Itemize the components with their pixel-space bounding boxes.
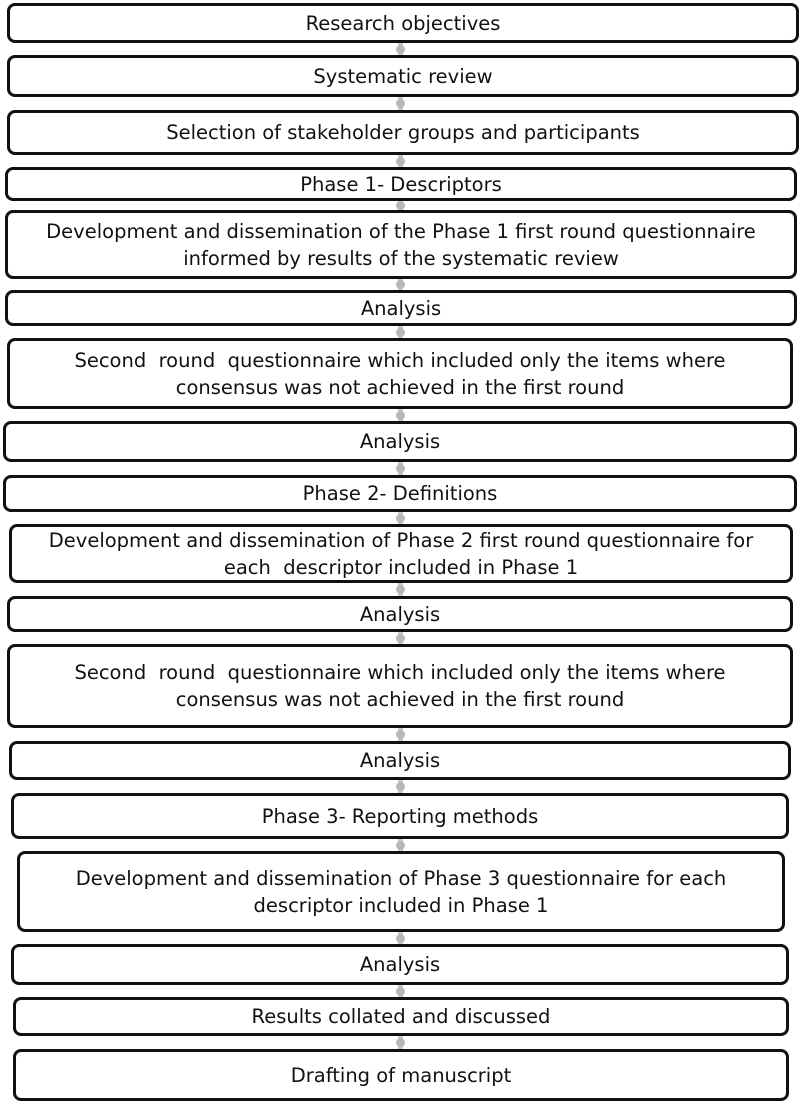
step-text — [360, 601, 440, 628]
connector-dot-icon — [396, 841, 405, 850]
step-phase-2-second-round — [7, 644, 793, 728]
step-phase-2-first-round — [9, 524, 793, 583]
step-line: consensus was not achieved in the first round — [175, 375, 625, 399]
connector-dot-icon — [396, 987, 405, 996]
step-text — [74, 347, 725, 401]
step-phase-3-analysis — [11, 944, 789, 985]
connector-dot-icon — [396, 1038, 405, 1047]
step-text — [166, 119, 640, 146]
step-line: Analysis — [359, 602, 441, 626]
step-line: Analysis — [359, 749, 441, 772]
step-phase-1-first-round — [5, 210, 797, 279]
connector-dot-icon — [396, 514, 405, 523]
step-phase-1-analysis-2 — [3, 421, 797, 462]
step-text — [361, 295, 441, 322]
step-line: Analysis — [359, 430, 441, 453]
connector-dot-icon — [396, 99, 405, 108]
step-line: Phase 1- Descriptors — [300, 172, 502, 196]
step-line: consensus was not achieved in the first round — [175, 688, 625, 711]
step-systematic-review — [7, 55, 799, 97]
connector-dot-icon — [396, 157, 405, 166]
step-line: Results collated and discussed — [251, 1005, 551, 1028]
step-phase-2-analysis-1 — [7, 596, 793, 632]
step-phase-2-analysis-2 — [9, 741, 791, 780]
step-phase-1-second-round — [7, 338, 793, 409]
step-line: Research objectives — [305, 11, 501, 35]
step-drafting-manuscript — [13, 1049, 789, 1101]
step-text — [74, 659, 725, 713]
step-text — [46, 218, 756, 272]
connector-dot-icon — [396, 201, 405, 210]
step-line: Phase 2- Definitions — [302, 482, 498, 505]
step-line: each descriptor included in Phase 1 — [223, 555, 579, 579]
step-text — [49, 527, 753, 581]
step-phase-1-header — [5, 167, 797, 201]
step-results-collated — [13, 997, 789, 1036]
connector-dot-icon — [396, 464, 405, 473]
step-text — [300, 171, 502, 198]
step-line: Development and dissemination of Phase 2 first round questionnaire for — [48, 528, 754, 552]
step-line: Drafting of manuscript — [290, 1063, 512, 1087]
step-research-objectives — [7, 3, 799, 43]
step-text — [76, 865, 727, 919]
step-phase-1-analysis-1 — [5, 290, 797, 326]
step-phase-3-header — [11, 793, 789, 839]
step-text — [306, 10, 501, 37]
step-line: Systematic review — [313, 64, 493, 88]
step-text — [360, 428, 440, 455]
step-line: descriptor included in Phase 1 — [253, 893, 549, 917]
step-line: informed by results of the systematic review — [183, 246, 619, 270]
connector-dot-icon — [396, 411, 405, 420]
connector-dot-icon — [396, 585, 405, 594]
connector-dot-icon — [396, 328, 405, 337]
connector-dot-icon — [396, 280, 405, 289]
step-line: Second round questionnaire which included only the items where — [74, 348, 726, 372]
step-line: Analysis — [360, 296, 442, 320]
step-phase-3-questionnaire — [17, 851, 785, 932]
connector-dot-icon — [396, 934, 405, 943]
step-text — [360, 747, 440, 774]
step-text — [252, 1003, 551, 1030]
connector-dot-icon — [396, 634, 405, 643]
step-text — [291, 1062, 512, 1089]
step-line: Selection of stakeholder groups and participants — [166, 121, 640, 144]
connector-dot-icon — [396, 782, 405, 791]
step-text — [360, 951, 440, 978]
step-text — [303, 480, 498, 507]
step-text — [313, 63, 492, 90]
connector-dot-icon — [396, 730, 405, 739]
connector-dot-icon — [396, 45, 405, 54]
step-line: Development and dissemination of the Phase 1 first round questionnaire — [46, 219, 756, 243]
step-line: Phase 3- Reporting methods — [261, 804, 539, 828]
step-line: Analysis — [359, 953, 441, 976]
step-line: Second round questionnaire which included only the items where — [74, 661, 726, 684]
step-phase-2-header — [3, 475, 797, 512]
step-text — [262, 803, 539, 830]
step-line: Development and dissemination of Phase 3 questionnaire for each — [75, 866, 727, 890]
step-selection-stakeholders — [7, 110, 799, 155]
